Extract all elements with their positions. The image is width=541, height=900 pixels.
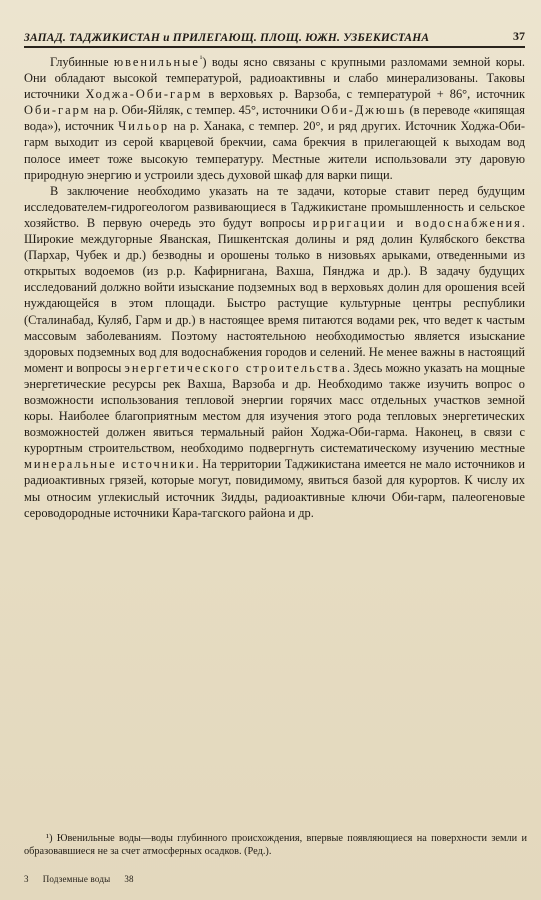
footnote-marker: ¹ bbox=[199, 53, 203, 63]
spaced-term: ювенильные bbox=[113, 55, 200, 69]
signature-sheet: 38 bbox=[124, 874, 134, 884]
spaced-term: минеральные источники bbox=[24, 457, 196, 472]
text-run: . Широкие междугорные Яванская, Пишкентская долины и ряд долин Кулябского бекства (Пархар, Чубек и др.) безводны и орошены только в низовьях арыками, отведенными из открытых водоемов (из р.р. Кафирнигана, Вахша, Пянджа и др.). В задачу будущих исследований должно войти изыскание подземных вод в верховьях долин для орошения всей нуждающейся в этом площади. Быстро растущие культурные центры республики (Сталинабад, Куляб, Гарм и др.) в настоящее время питаются водами рек, что ведет к частым массовым заболеваниям. Поэтому настоятельною необходимостью является изыскание здоровых подземных вод для водоснабжения городов и селений. Не менее важны в настоящий момент и вопросы bbox=[24, 215, 525, 375]
spaced-term: Ходжа-Оби-гарм bbox=[85, 87, 203, 102]
text-run: ) воды ясно связаны с крупными разломами земной коры. Они обладают высокой температурой, радиоактивны и слабо минерализованы. Таковы источники bbox=[24, 55, 525, 102]
text-run: в верховьях р. Варзоба, с температурой + 86°, источник bbox=[202, 87, 525, 102]
text-run: (в переводе «кипящая вода»), источник bbox=[24, 103, 525, 134]
text-run: . Здесь можно указать на мощные энергетические ресурсы рек Вахша, Варзоба и др. Необходимо также изучить вопрос о возможности использования тепловой энергии горячих масс отдельных участков земной коры. Наиболее благоприятным местом для изучения этого рода тепловых энергетических возможностей должен явиться термальный район Ходжа-Оби-гарма. Наконец, в связи с курортным строительством, необходимо подвергнуть систематическому изучению местные bbox=[24, 360, 525, 456]
signature-title: Подземные воды bbox=[42, 874, 111, 884]
signature-mark: 3 bbox=[24, 874, 29, 884]
spaced-term: Чильор bbox=[118, 119, 170, 134]
text-run: Глубинные bbox=[50, 55, 114, 69]
spaced-term: ирригации и водоснабжения bbox=[312, 215, 522, 230]
text-run: на р. Оби-Яйляк, с темпер. 45°, источники bbox=[90, 103, 321, 118]
spaced-term: энергетического строительства bbox=[124, 360, 347, 375]
spaced-term: Оби-гарм bbox=[24, 103, 91, 118]
body-text bbox=[24, 54, 525, 521]
page-header bbox=[24, 22, 525, 48]
spaced-term: Оби-Джюшь bbox=[320, 103, 407, 118]
paragraph bbox=[24, 183, 525, 521]
paragraph bbox=[24, 54, 525, 183]
print-signature bbox=[24, 874, 134, 884]
text-run: В заключение необходимо указать на те задачи, которые ставит перед будущим исследователем-гидрогеологом развивающиеся в Таджикистане промышленность и сельское хозяйство. В первую очередь это будут вопросы bbox=[24, 183, 525, 230]
footnote: ¹) Ювенильные воды—воды глубинного происхождения, впервые появляющиеся на поверхности земли и образовавшиеся не за счет атмосферных осадков. (Ред.). bbox=[24, 833, 527, 858]
running-head: ЗАПАД. ТАДЖИКИСТАН и ПРИЛЕГАЮЩ. ПЛОЩ. ЮЖН. УЗБЕКИСТАНА bbox=[24, 32, 430, 44]
text-run: . На территории Таджикистана имеется не мало источников и радиоактивных грязей, которые могут, повидимому, явиться базой для курортов. К числу их мы относим углекислый источник Зидды, радиоактивные ключи Оби-гарм, палеогеновые сероводородные источники Кара-тагского района и др. bbox=[24, 457, 525, 520]
page-number: 37 bbox=[513, 29, 525, 43]
text-run: на р. Ханака, с темпер. 20°, и ряд других. Источник Ходжа-Оби-гарм выходит из серой кварцевой брекчии, сама брекчия в прилегающей к выходам вод полосе имеет тоже высокую температуру. Местные жители использовали эту даровую природную энергию и устроили здесь духовой шкаф для варки пищи. bbox=[24, 119, 526, 182]
footnote-area bbox=[24, 832, 527, 859]
